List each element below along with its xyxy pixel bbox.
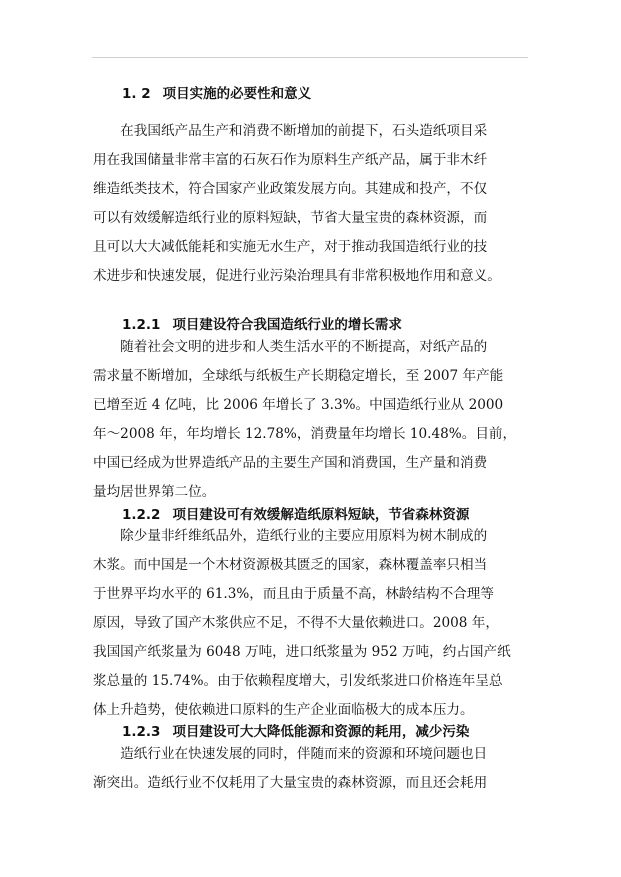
paragraph-line: 原因，导致了国产木浆供应不足，不得不大量依赖进口。2008 年， [93,615,499,631]
subsection-paragraph [93,522,529,725]
intro-paragraph [93,117,529,291]
paragraph-line: 随着社会文明的进步和人类生活水平的不断提高，对纸产品的 [93,339,488,355]
subsection-number: 1.2.2 [122,507,161,523]
paragraph-line: 用在我国储量非常丰富的石灰石作为原料生产纸产品，属于非木纤 [93,152,488,168]
subsection-number: 1.2.3 [122,724,161,740]
paragraph-line: 可以有效缓解造纸行业的原料短缺，节省大量宝贵的森林资源，而 [93,210,488,226]
subsection-paragraph [93,333,529,507]
section-title: 项目实施的必要性和意义 [162,86,312,102]
paragraph-line: 需求量不断增加，全球纸与纸板生产长期稳定增长，至 2007 年产能 [93,368,504,384]
subsection-heading [122,503,469,523]
subsection-paragraph [93,740,529,798]
paragraph-line: 我国国产纸浆量为 6048 万吨，进口纸浆量为 952 万吨，约占国产纸 [93,644,511,660]
paragraph-line: 术进步和快速发展，促进行业污染治理具有非常积极地作用和意义。 [93,268,501,284]
paragraph-line: 浆总量的 15.74%。由于依赖程度增大，引发纸浆进口价格连年呈总 [93,673,503,689]
paragraph-line: 渐突出。造纸行业不仅耗用了大量宝贵的森林资源，而且还会耗用 [93,775,488,791]
paragraph-line: 量均居世界第二位。 [93,484,216,500]
subsection-heading [122,720,469,740]
subsection-heading [122,313,402,333]
subsection-number: 1.2.1 [122,317,161,333]
paragraph-line: 年～2008 年，年均增长 12.78%，消费量年均增长 10.48%。目前， [93,426,517,442]
paragraph-line: 体上升趋势，使依赖进口原料的生产企业面临极大的成本压力。 [93,702,474,718]
subsection-title: 项目建设可大大降低能源和资源的耗用，减少污染 [172,724,470,740]
paragraph-line: 在我国纸产品生产和消费不断增加的前提下，石头造纸项目采 [93,123,488,139]
paragraph-line: 且可以大大减低能耗和实施无水生产，对于推动我国造纸行业的技 [93,239,488,255]
paragraph-line: 造纸行业在快速发展的同时，伴随而来的资源和环境问题也日 [93,746,488,762]
paragraph-line: 木浆。而中国是一个木材资源极其匮乏的国家，森林覆盖率只相当 [93,557,488,573]
paragraph-line: 于世界平均水平的 61.3%，而且由于质量不高，林龄结构不合理等 [93,586,494,602]
section-number: 1. 2 [122,86,151,102]
subsection-title: 项目建设符合我国造纸行业的增长需求 [172,317,402,333]
header-rule [92,57,528,58]
paragraph-line: 已增至近 4 亿吨，比 2006 年增长了 3.3%。中国造纸行业从 2000 [93,397,504,413]
paragraph-line: 中国已经成为世界造纸产品的主要生产国和消费国，生产量和消费 [93,455,488,471]
paragraph-line: 维造纸类技术，符合国家产业政策发展方向。其建成和投产，不仅 [93,181,488,197]
paragraph-line: 除少量非纤维纸品外，造纸行业的主要应用原料为树木制成的 [93,528,488,544]
section-heading [122,82,311,102]
subsection-title: 项目建设可有效缓解造纸原料短缺，节省森林资源 [172,507,470,523]
